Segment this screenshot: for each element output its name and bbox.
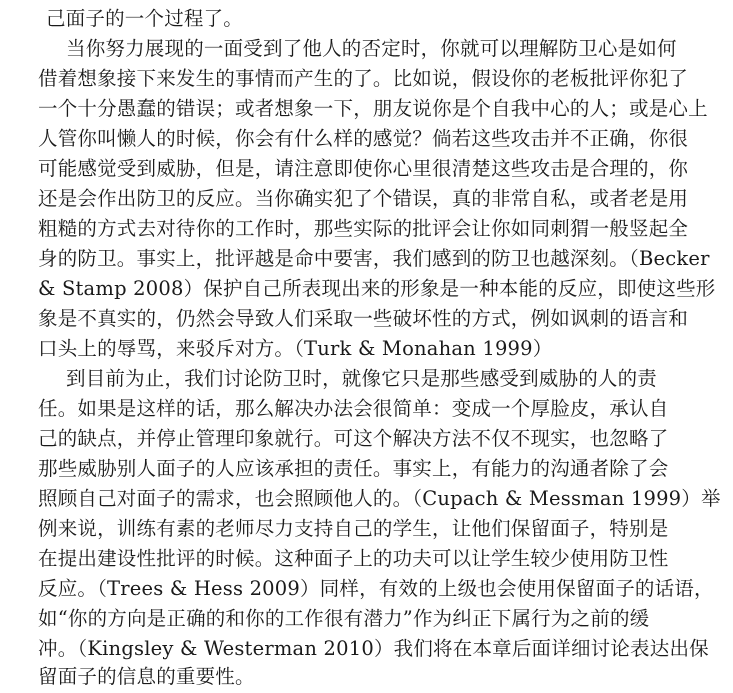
text-line-3: 借着想象接下来发生的事情而产生的了。比如说，假设你的老板批评你犯了 <box>38 67 689 90</box>
text-line-16: 那些威胁别人面子的人应该承担的责任。事实上，有能力的沟通者除了会 <box>38 457 669 480</box>
text-line-19: 在提出建设性批评的时候。这种面子上的功夫可以让学生较少使用防卫性 <box>38 547 669 570</box>
text-line-22: 冲。（Kingsley & Westerman 2010）我们将在本章后面详细讨论表达出保 <box>38 637 709 660</box>
text-line-10: & Stamp 2008）保护自己所表现出来的形象是一种本能的反应，即使这些形 <box>38 277 716 300</box>
text-line-14: 任。如果是这样的话，那么解决办法会很简单：变成一个厚脸皮，承认自 <box>38 397 669 420</box>
text-line-12: 口头上的辱骂，来驳斥对方。（Turk & Monahan 1999） <box>38 337 553 360</box>
text-line-9: 身的防卫。事实上，批评越是命中要害，我们感到的防卫也越深刻。（Becker <box>38 247 710 270</box>
text-line-20: 反应。（Trees & Hess 2009）同样，有效的上级也会使用保留面子的话语， <box>38 577 714 600</box>
text-line-11: 象是不真实的，仍然会导致人们采取一些破坏性的方式，例如讽刺的语言和 <box>38 307 689 330</box>
text-line-1: 己面子的一个过程了。 <box>46 7 244 30</box>
text-line-23: 留面子的信息的重要性。 <box>38 665 255 688</box>
text-line-6: 可能感觉受到威胁，但是，请注意即使你心里很清楚这些攻击是合理的，你 <box>38 157 689 180</box>
text-line-13: 到目前为止，我们讨论防卫时，就像它只是那些感受到威胁的人的责 <box>66 367 658 390</box>
text-line-5: 人管你叫懒人的时候，你会有什么样的感觉？倘若这些攻击并不正确，你很 <box>38 127 689 150</box>
text-line-15: 己的缺点，并停止管理印象就行。可这个解决方法不仅不现实，也忽略了 <box>38 427 669 450</box>
text-line-2: 当你努力展现的一面受到了他人的否定时，你就可以理解防卫心是如何 <box>66 37 677 60</box>
text-line-7: 还是会作出防卫的反应。当你确实犯了个错误，真的非常自私，或者老是用 <box>38 187 689 210</box>
text-line-17: 照顾自己对面子的需求，也会照顾他人的。（Cupach & Messman 1999）举 <box>38 487 721 510</box>
text-line-21: 如“你的方向是正确的和你的工作很有潜力”作为纠正下属行为之前的缓 <box>38 607 650 630</box>
text-line-8: 粗糙的方式去对待你的工作时，那些实际的批评会让你如同刺猬一般竖起全 <box>38 217 689 240</box>
text-line-4: 一个十分愚蠢的错误；或者想象一下，朋友说你是个自我中心的人；或是心上 <box>38 97 708 120</box>
text-line-18: 例来说，训练有素的老师尽力支持自己的学生，让他们保留面子，特别是 <box>38 517 669 540</box>
